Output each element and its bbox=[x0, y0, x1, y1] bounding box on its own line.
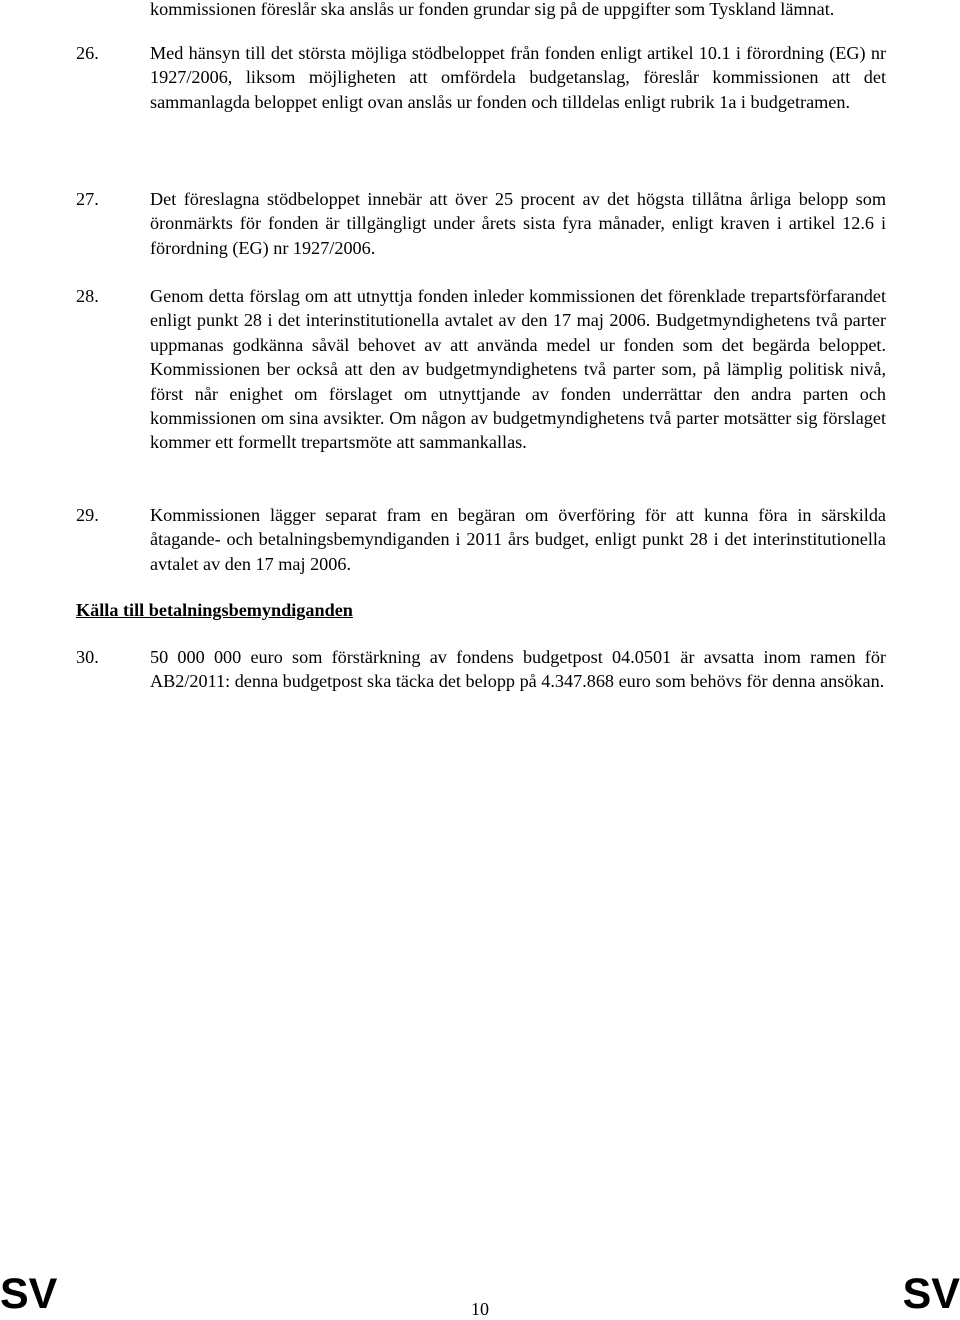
paragraph-28: Genom detta förslag om att utnyttja fonden inleder kommissionen det förenklade trepartsförfarandet enligt punkt 28 i det interinstitutionella avtalet av den 17 maj 2006. Budgetmyndighetens två parter uppmanas godkänna såväl behovet av att använda medel ur fonden som det begärda beloppet. Kommissionen ber också att den av budgetmyndighetens två parter som, på lämplig politisk nivå, först når enighet om förslaget om utnyttjande av fonden underrättar den andra parten och kommissionen om sina avsikter. Om någon av budgetmyndighetens två parter motsätter sig förslaget kommer ett formellt trepartsmöte att sammankallas. bbox=[150, 286, 886, 453]
continuation-paragraph: kommissionen föreslår ska anslås ur fonden grundar sig på de uppgifter som Tyskland lämnat. bbox=[150, 0, 835, 19]
paragraph-number-26: 26. bbox=[76, 43, 99, 63]
paragraph-number-29: 29. bbox=[76, 505, 99, 525]
paragraph-number-28: 28. bbox=[76, 286, 99, 306]
language-code-left: SV bbox=[0, 1270, 58, 1318]
paragraph-29: Kommissionen lägger separat fram en begäran om överföring för att kunna föra in särskilda åtagande- och betalningsbemyndiganden i 2011 års budget, enligt punkt 28 i det interinstitutionella avtalet av den 17 maj 2006. bbox=[150, 505, 886, 574]
paragraph-30: 50 000 000 euro som förstärkning av fondens budgetpost 04.0501 är avsatta inom ramen för AB2/2011: denna budgetpost ska täcka det belopp på 4.347.868 euro som behövs för denna ansökan. bbox=[150, 647, 886, 692]
page-number: 10 bbox=[471, 1299, 489, 1319]
paragraph-26: Med hänsyn till det största möjliga stödbeloppet från fonden enligt artikel 10.1 i förordning (EG) nr 1927/2006, liksom möjligheten att omfördela budgetanslag, föreslår kommissionen att det sammanlagda beloppet enligt ovan anslås ur fonden och tilldelas enligt rubrik 1a i budgetramen. bbox=[150, 43, 886, 112]
language-code-right: SV bbox=[902, 1270, 960, 1318]
section-heading: Källa till betalningsbemyndiganden bbox=[76, 600, 353, 620]
paragraph-number-27: 27. bbox=[76, 189, 99, 209]
paragraph-27: Det föreslagna stödbeloppet innebär att över 25 procent av det högsta tillåtna årliga belopp som öronmärkts för fonden är tillgängligt under årets sista fyra månader, enligt kraven i artikel 12.6 i förordning (EG) nr 1927/2006. bbox=[150, 189, 886, 258]
paragraph-number-30: 30. bbox=[76, 647, 99, 667]
